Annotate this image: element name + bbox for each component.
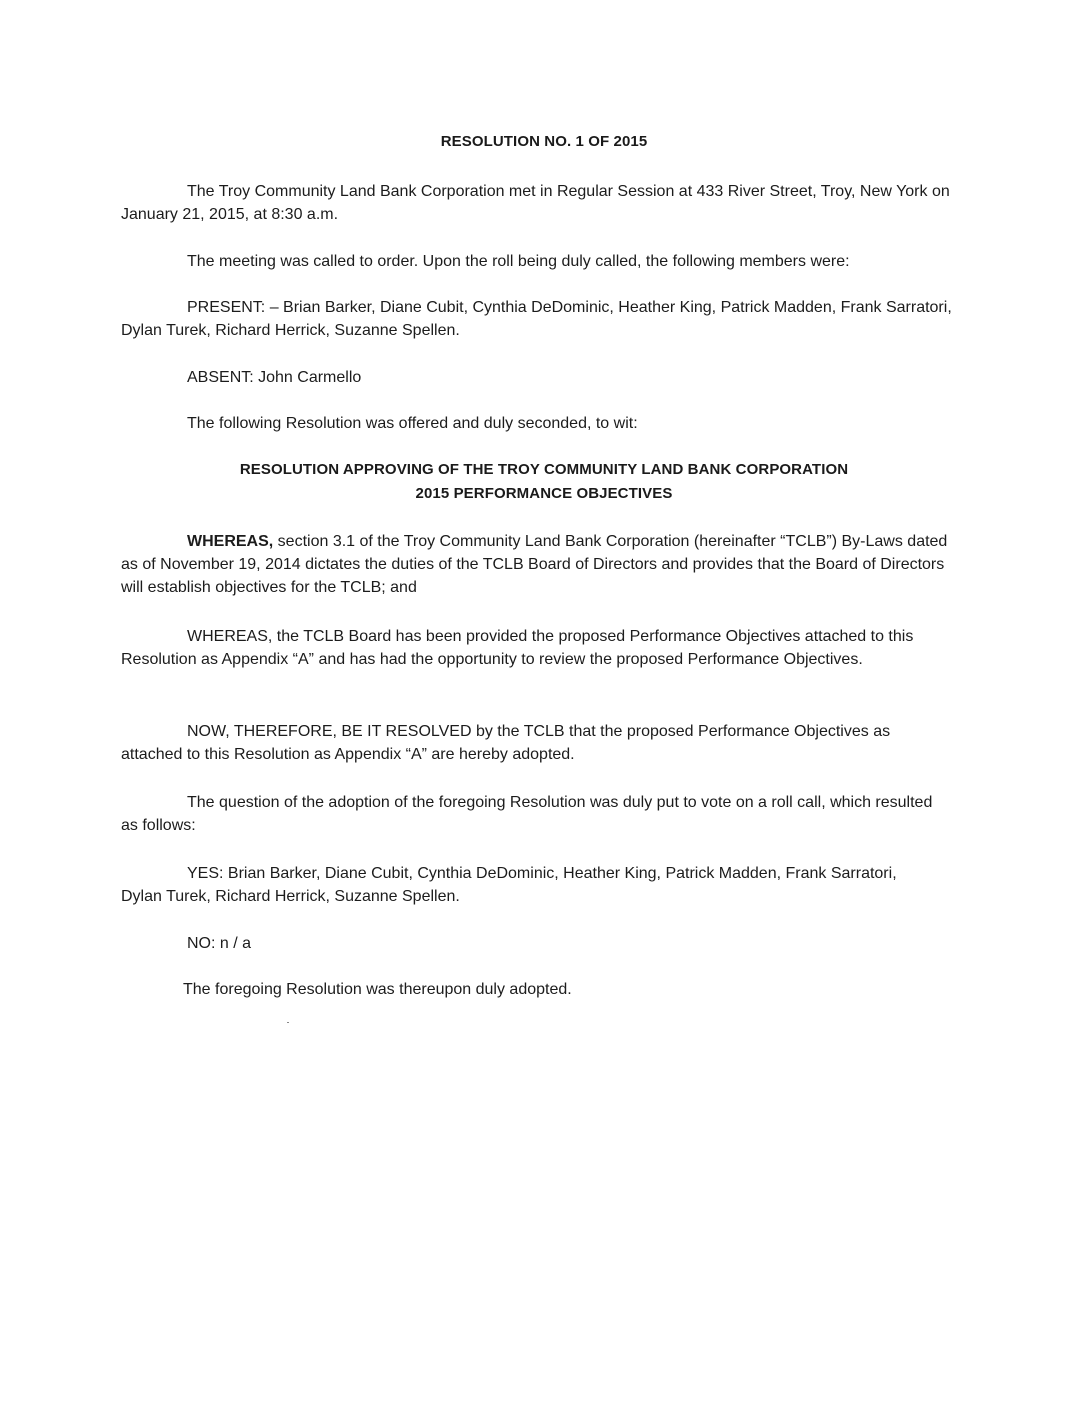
absent-members-paragraph: ABSENT: John Carmello <box>187 369 362 386</box>
adopted-paragraph: The foregoing Resolution was thereupon duly adopted. <box>183 981 572 998</box>
vote-question-text: The question of the adoption of the foregoing Resolution was duly put to vote on a roll call, which resulted as follows: <box>121 794 933 834</box>
whereas-board-text: WHEREAS, the TCLB Board has been provided the proposed Performance Objectives attached to this Resolution as Appendix “A” and has had the opportunity to review the proposed Performance Objectives. <box>121 628 914 668</box>
resolution-title-line-2: 2015 PERFORMANCE OBJECTIVES <box>415 485 673 502</box>
resolution-offered-paragraph: The following Resolution was offered and duly seconded, to wit: <box>187 415 638 432</box>
whereas-bylaws-paragraph <box>121 530 953 599</box>
whereas-board-paragraph <box>121 625 957 671</box>
whereas-lead: WHEREAS, <box>187 533 274 550</box>
called-to-order-paragraph: The meeting was called to order. Upon the roll being duly called, the following members were: <box>187 253 850 270</box>
no-votes-paragraph: NO: n / a <box>187 935 252 952</box>
intro-paragraph <box>121 180 951 226</box>
present-members-text: PRESENT: – Brian Barker, Diane Cubit, Cynthia DeDominic, Heather King, Patrick Madden, Frank Sarratori, Dylan Turek, Richard Herrick, Suzanne Spellen. <box>121 299 952 339</box>
yes-votes-paragraph <box>121 862 911 908</box>
scan-speck <box>287 1022 289 1023</box>
yes-votes-text: YES: Brian Barker, Diane Cubit, Cynthia DeDominic, Heather King, Patrick Madden, Frank Sarratori, Dylan Turek, Richard Herrick, Suzanne Spellen. <box>121 865 897 905</box>
intro-text: The Troy Community Land Bank Corporation met in Regular Session at 433 River Street, Troy, New York on January 21, 2015, at 8:30 a.m. <box>121 183 950 223</box>
resolution-title-line-1: RESOLUTION APPROVING OF THE TROY COMMUNITY LAND BANK CORPORATION <box>239 461 849 478</box>
vote-question-paragraph <box>121 791 951 837</box>
resolution-number-heading: RESOLUTION NO. 1 OF 2015 <box>440 133 648 150</box>
resolved-text: NOW, THEREFORE, BE IT RESOLVED by the TCLB that the proposed Performance Objectives as attached to this Resolution as Appendix “A” are hereby adopted. <box>121 723 891 763</box>
resolved-paragraph <box>121 720 951 766</box>
whereas-bylaws-text: section 3.1 of the Troy Community Land Bank Corporation (hereinafter “TCLB”) By-Laws dated as of November 19, 2014 dictates the duties of the TCLB Board of Directors and provides that the Board of Directors will establish objectives for the TCLB; and <box>121 533 948 596</box>
present-members-paragraph <box>121 296 957 342</box>
